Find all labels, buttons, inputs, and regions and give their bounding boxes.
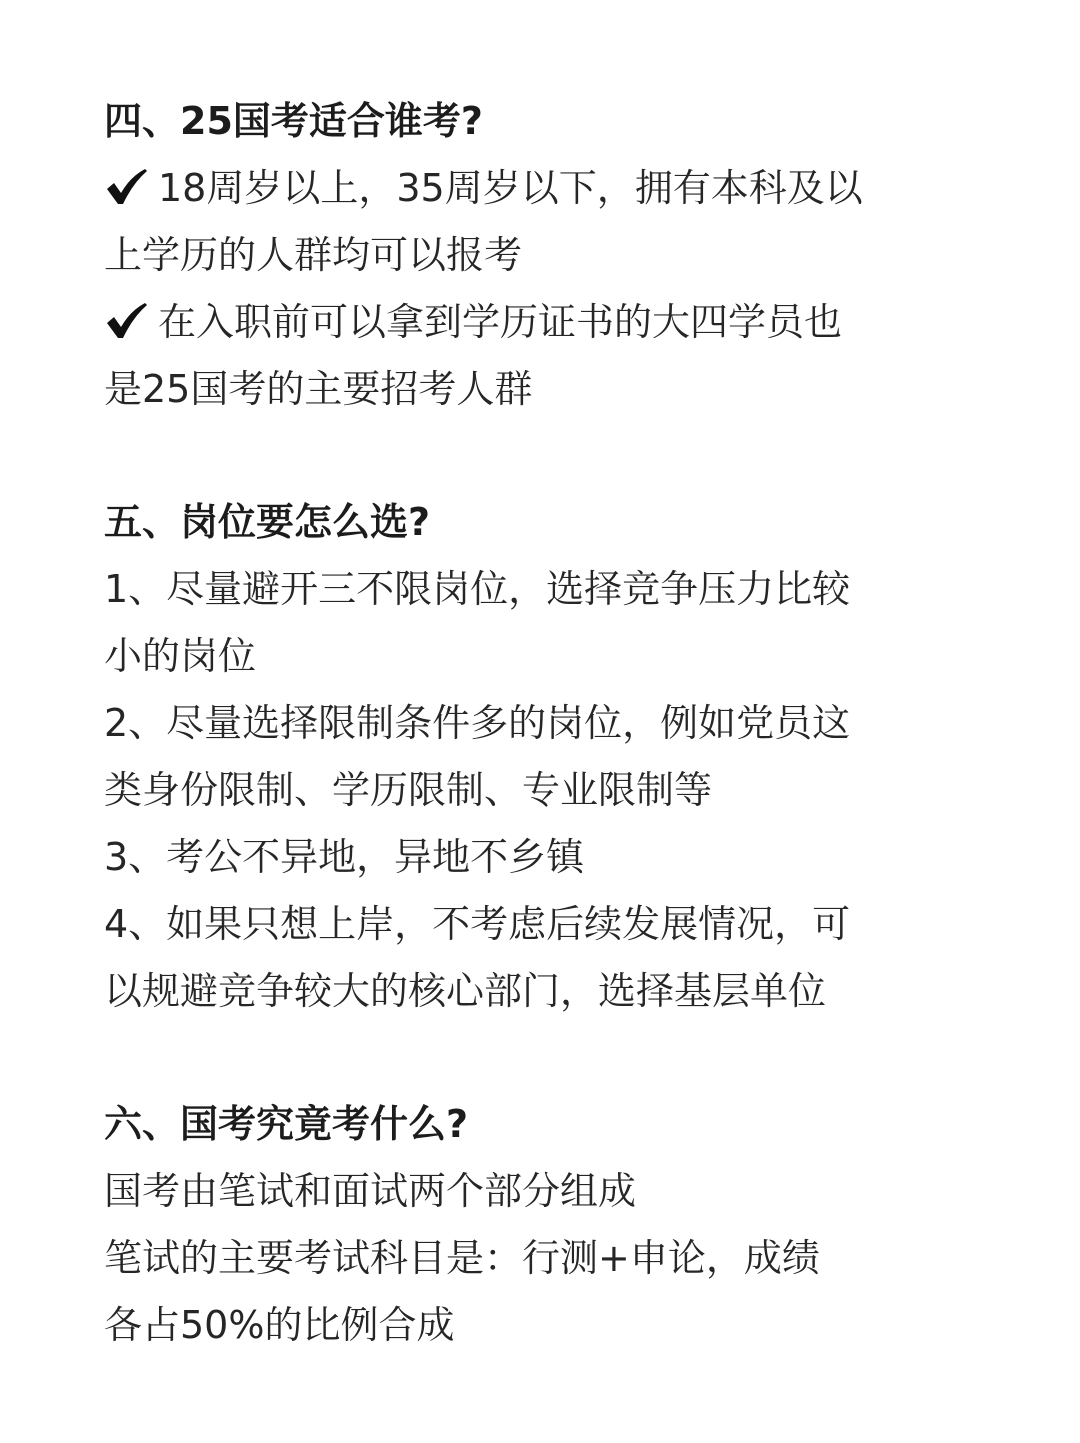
text-line: 1、尽量避开三不限岗位，选择竞争压力比较 (104, 567, 851, 611)
text-line-content: 在入职前可以拿到学历证书的大四学员也 (158, 300, 843, 344)
article-content (104, 88, 1004, 1359)
text-line (104, 289, 1004, 356)
checkmark-icon (104, 301, 148, 341)
text-line: 2、尽量选择限制条件多的岗位，例如党员这 (104, 701, 851, 745)
checkmark-icon (104, 167, 148, 207)
text-line: 各占50%的比例合成 (104, 1303, 455, 1347)
section-heading: 四、25国考适合谁考? (104, 99, 483, 143)
text-line: 小的岗位 (104, 634, 257, 678)
section-choose-position (104, 489, 1004, 1025)
text-line: 国考由笔试和面试两个部分组成 (104, 1169, 637, 1213)
text-line: 以规避竞争较大的核心部门，选择基层单位 (104, 969, 827, 1013)
text-line-content: 18周岁以上，35周岁以下，拥有本科及以 (158, 166, 863, 210)
text-line: 笔试的主要考试科目是：行测+申论，成绩 (104, 1236, 820, 1280)
text-line: 类身份限制、学历限制、专业限制等 (104, 768, 713, 812)
text-line: 4、如果只想上岸，不考虑后续发展情况，可 (104, 902, 851, 946)
section-exam-content (104, 1091, 1004, 1359)
section-who-should-apply (104, 88, 1004, 423)
section-heading: 六、国考究竟考什么? (104, 1102, 469, 1146)
section-heading: 五、岗位要怎么选? (104, 500, 431, 544)
text-line: 上学历的人群均可以报考 (104, 233, 523, 277)
text-line (104, 155, 1004, 222)
text-line: 3、考公不异地，异地不乡镇 (104, 835, 585, 879)
text-line: 是25国考的主要招考人群 (104, 367, 533, 411)
